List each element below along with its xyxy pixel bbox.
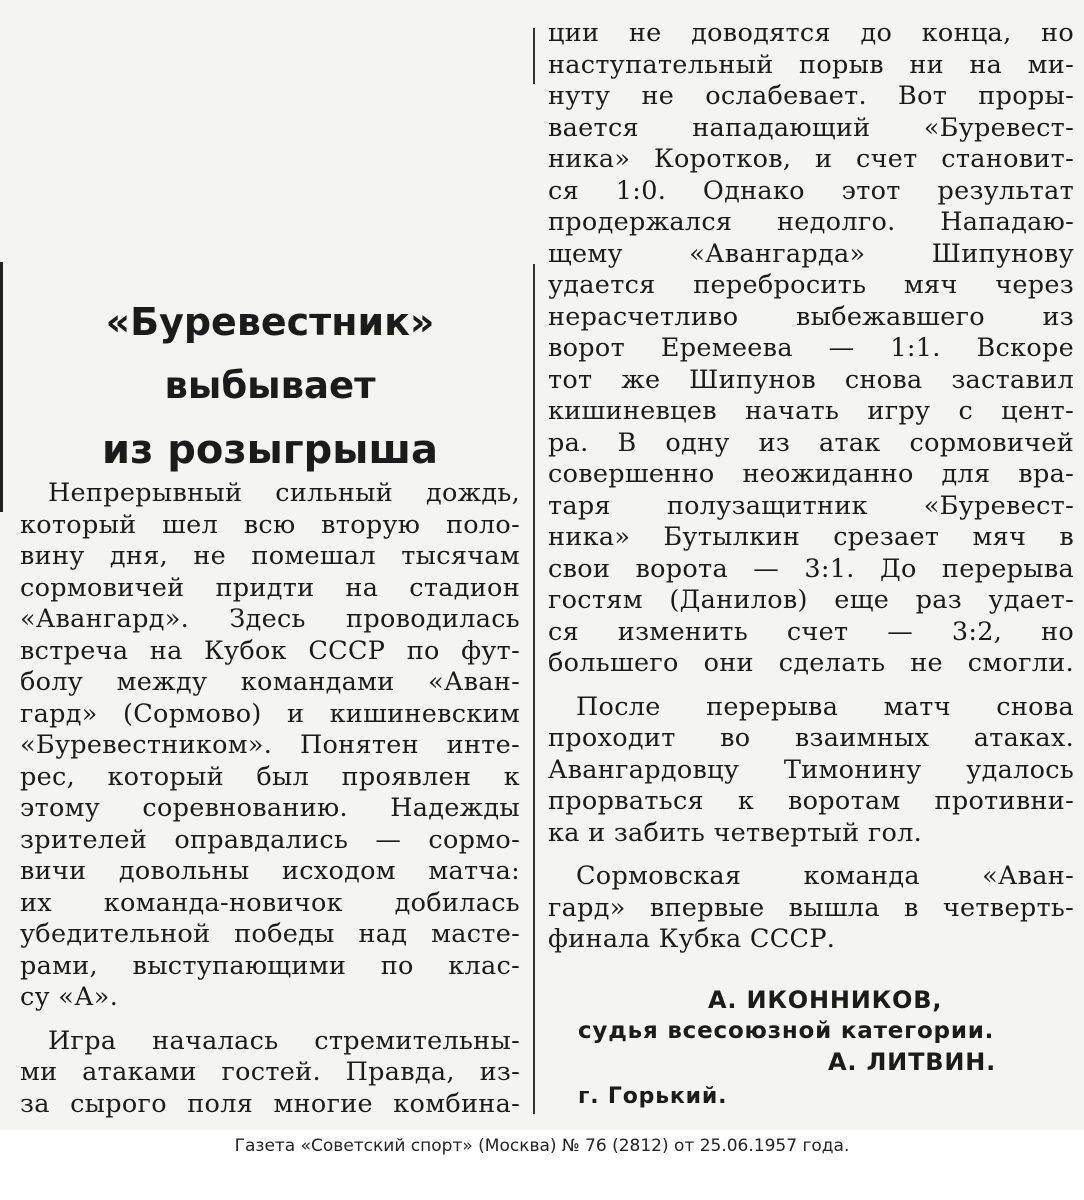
text-line: нуту не ослабевает. Вот проры- <box>548 81 1074 111</box>
text-line: сормовичей придти на стадион <box>20 572 520 603</box>
headline-line-1: «Буревестник» <box>105 300 435 344</box>
text-line: кишиневцев начать игру с цент- <box>548 396 1074 426</box>
text-line: проходит во взаимных атаках. <box>548 723 1074 753</box>
clipping-edge <box>0 262 3 512</box>
text-line: Непрерывный сильный дождь, <box>48 478 520 508</box>
right-column-text <box>548 18 1074 956</box>
headline-line-2: выбывает <box>164 364 376 407</box>
text-line: встреча на Кубок СССР по фут- <box>20 635 520 666</box>
text-line: за сырого поля многие комбина- <box>20 1088 520 1119</box>
left-column-text <box>20 478 520 1120</box>
text-line: продержался недолго. Нападаю- <box>548 207 1074 237</box>
author-1: А. ИКОННИКОВ, <box>708 986 943 1014</box>
column-rule <box>533 264 535 1114</box>
text-line: который шел всю вторую поло- <box>20 509 520 540</box>
text-line: финала Кубка СССР. <box>548 924 836 954</box>
text-line: ся 1:0. Однако этот результат <box>548 175 1074 206</box>
text-line: гард» впервые вышла в четверть- <box>548 892 1074 923</box>
text-line: рес, который был проявлен к <box>20 761 520 792</box>
text-line: вается нападающий «Буревест- <box>548 112 1074 143</box>
text-line: Сормовская команда «Аван- <box>576 861 1074 891</box>
text-line: ника» Коротков, и счет становит- <box>548 144 1074 174</box>
text-line: ции не доводятся до конца, но <box>548 18 1074 48</box>
text-line: прорваться к воротам противни- <box>548 786 1074 816</box>
text-line: «Буревестником». Понятен инте- <box>20 730 520 760</box>
text-line: ворот Еремеева — 1:1. Вскоре <box>548 333 1074 363</box>
image-caption: Газета «Советский спорт» (Москва) № 76 (2812) от 25.06.1957 года. <box>234 1136 850 1156</box>
text-line: щему «Авангарда» Шипунову <box>548 238 1074 269</box>
text-line: После перерыва матч снова <box>576 691 1074 722</box>
column-rule <box>533 28 535 84</box>
text-line: ра. В одну из атак сормовичей <box>548 427 1074 458</box>
text-line: большего они сделать не смогли. <box>548 648 1074 678</box>
text-line: удается перебросить мяч через <box>548 270 1074 300</box>
text-line: ка и забить четвертый гол. <box>548 817 923 848</box>
headline-line-3: из розыгрыша <box>102 427 438 473</box>
text-line: наступательный порыв ни на ми- <box>548 49 1074 80</box>
text-line: ся изменить счет — 3:2, но <box>548 616 1074 647</box>
text-line: этому соревнованию. Надежды <box>20 793 520 823</box>
text-line: зрителей оправдались — сормо- <box>20 824 520 855</box>
text-line: нерасчетливо выбежавшего из <box>548 301 1074 332</box>
text-line: рами, выступающими по клас- <box>20 950 520 981</box>
text-line: вичи довольны исходом матча: <box>20 856 520 886</box>
author-2: А. ЛИТВИН. <box>828 1048 997 1076</box>
text-line: Игра началась стремительны- <box>48 1025 520 1056</box>
text-line: тот же Шипунов снова заставил <box>548 364 1074 395</box>
text-line: «Авангард». Здесь проводилась <box>20 604 520 634</box>
text-line: вину дня, не помешал тысячам <box>20 541 520 571</box>
text-line: ми атаками гостей. Правда, из- <box>20 1057 520 1087</box>
text-line: таря полузащитник «Буревест- <box>548 490 1074 521</box>
text-line: су «А». <box>20 982 119 1012</box>
text-line: болу между командами «Аван- <box>20 667 520 697</box>
author-1-title: судья всесоюзной категории. <box>578 1018 995 1044</box>
dateline-place: г. Горький. <box>578 1084 728 1109</box>
text-line: совершенно неожиданно для вра- <box>548 459 1074 489</box>
text-line: Авангардовцу Тимонину удалось <box>548 754 1074 785</box>
article-headline <box>20 290 520 482</box>
text-line: гард» (Сормово) и кишиневским <box>20 698 520 729</box>
text-line: ника» Бутылкин срезает мяч в <box>548 522 1074 552</box>
text-line: гостям (Данилов) еще раз удает- <box>548 585 1074 615</box>
text-line: их команда-новичок добилась <box>20 887 520 918</box>
text-line: свои ворота — 3:1. До перерыва <box>548 553 1074 584</box>
text-line: убедительной победы над масте- <box>20 919 520 949</box>
